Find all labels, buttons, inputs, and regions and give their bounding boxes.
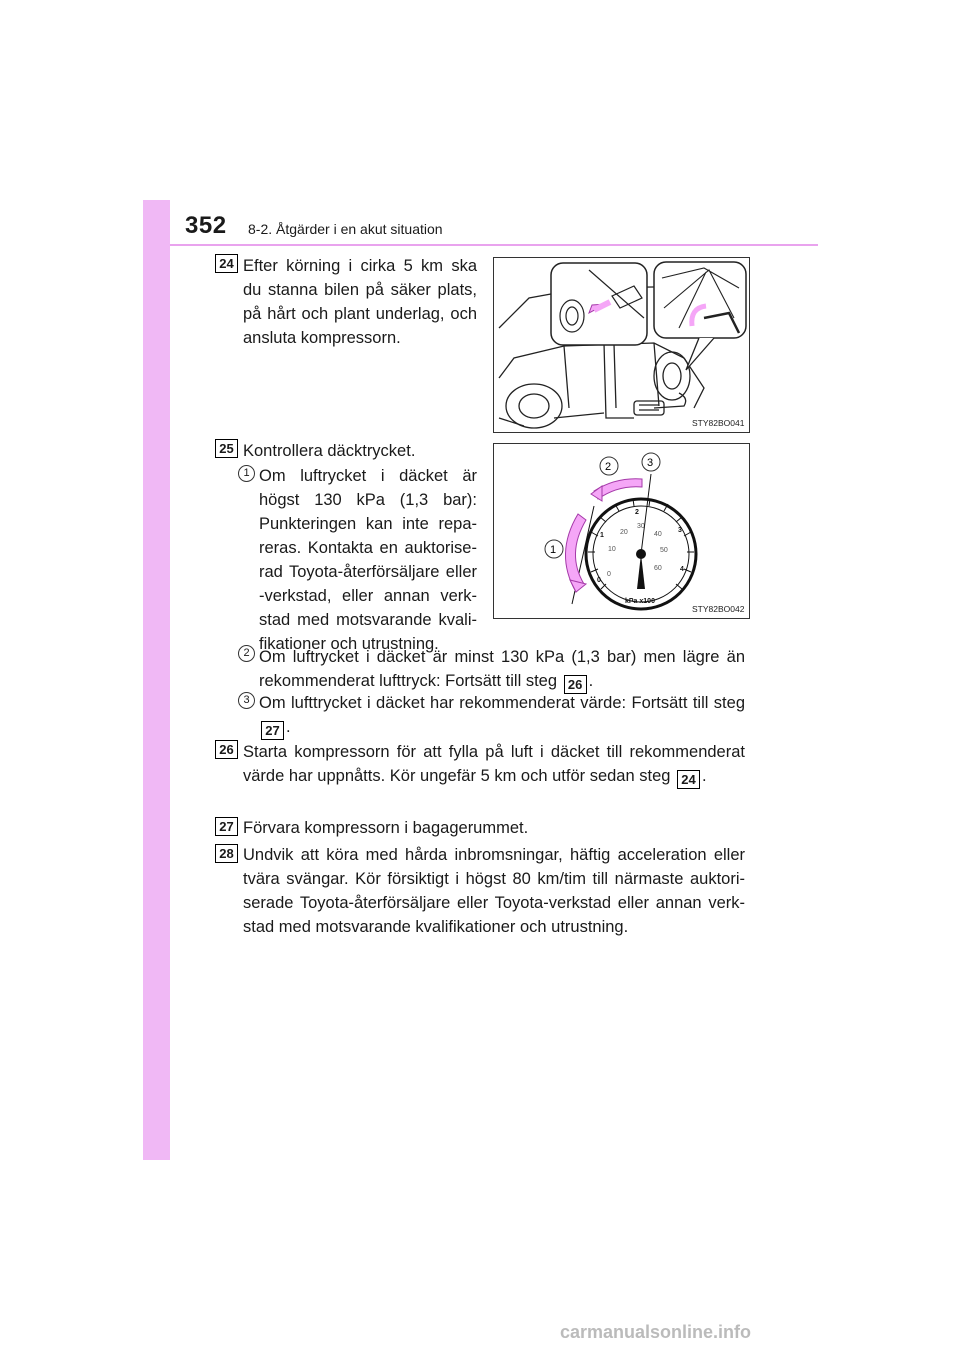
case-3-paragraph bbox=[259, 691, 745, 740]
case-marker-3: 3 bbox=[238, 692, 255, 709]
inner-scale-30: 30 bbox=[637, 523, 645, 530]
outer-scale-2: 2 bbox=[635, 509, 639, 516]
case-2-paragraph bbox=[259, 645, 745, 694]
inner-scale-0: 0 bbox=[607, 571, 611, 578]
step-badge-28: 28 bbox=[215, 844, 238, 863]
car-compressor-illustration bbox=[494, 258, 749, 432]
case-2-end: . bbox=[588, 672, 594, 690]
step-26-end: . bbox=[702, 767, 707, 785]
inner-scale-60: 60 bbox=[654, 565, 662, 572]
inner-scale-20: 20 bbox=[620, 529, 628, 536]
figure-code: STY82BO041 bbox=[692, 418, 745, 428]
inner-scale-40: 40 bbox=[654, 531, 662, 538]
callout-3: 3 bbox=[647, 457, 654, 469]
case-1-text: Om luftrycket i däcket är högst 130 kPa (1,3 bar): Punkteringen kan inte repareras. Kontakta en auktoriserad Toyota-återförsäljare eller -verkstad, eller annan verkstad med motsvarande kvalifikationer och utrustning. bbox=[259, 467, 477, 653]
gauge-unit: kPa x100 bbox=[625, 598, 655, 605]
case-marker-2: 2 bbox=[238, 645, 255, 662]
case-3-end: . bbox=[286, 718, 291, 736]
step-28-text: Undvik att köra med hårda inbromsningar, häftig acceleration eller tvära svängar. Kör försiktigt i högst 80 km/tim till närmaste auktoriserade Toyota-återförsäljare eller Toyota-verkstad eller annan verkstad med motsvarande kvalifikationer och utrustning. bbox=[243, 846, 745, 936]
section-title: 8-2. Åtgärder i en akut situation bbox=[248, 221, 443, 237]
callout-2: 2 bbox=[605, 461, 612, 473]
step-badge-26: 26 bbox=[215, 740, 238, 759]
step-badge-25: 25 bbox=[215, 439, 238, 458]
header-divider bbox=[170, 244, 818, 246]
step-27-text: Förvara kompressorn i bagagerummet. bbox=[243, 819, 529, 837]
callout-1: 1 bbox=[550, 544, 557, 556]
step-26-paragraph bbox=[243, 740, 745, 789]
outer-scale-4: 4 bbox=[680, 566, 684, 573]
step-ref-24[interactable]: 24 bbox=[677, 770, 700, 789]
case-2-text: Om luftrycket i däcket är minst 130 kPa (1,3 bar) men lägre än rekommenderat lufttryck: Fortsätt till steg bbox=[259, 648, 745, 690]
case-3-text: Om lufttrycket i däcket har rekommenderat värde: Fortsätt till steg bbox=[259, 694, 745, 712]
step-24-text: Efter körning i cirka 5 km ska du stanna bilen på säker plats, på hårt och plant underlag, och ansluta kompressorn. bbox=[243, 257, 477, 347]
figure-pressure-gauge bbox=[493, 443, 750, 619]
outer-scale-1: 1 bbox=[600, 532, 604, 539]
sidebar-tab bbox=[143, 200, 170, 1160]
page-number: 352 bbox=[185, 212, 227, 239]
step-badge-24: 24 bbox=[215, 254, 238, 273]
step-25-text: Kontrollera däcktrycket. bbox=[243, 442, 416, 460]
figure-car-compressor bbox=[493, 257, 750, 433]
watermark: carmanualsonline.info bbox=[560, 1322, 752, 1342]
inner-scale-50: 50 bbox=[660, 547, 668, 554]
step-ref-27[interactable]: 27 bbox=[261, 721, 284, 740]
pressure-gauge-illustration bbox=[494, 444, 749, 618]
inner-scale-10: 10 bbox=[608, 546, 616, 553]
case-marker-1: 1 bbox=[238, 465, 255, 482]
step-ref-26[interactable]: 26 bbox=[564, 675, 587, 694]
figure-code: STY82BO042 bbox=[692, 604, 745, 614]
outer-scale-3: 3 bbox=[678, 527, 682, 534]
outer-scale-0: 0 bbox=[597, 577, 601, 584]
step-badge-27: 27 bbox=[215, 817, 238, 836]
step-26-text: Starta kompressorn för att fylla på luft i däcket till rekommenderat värde har uppnåtts. Kör ungefär 5 km och utför sedan steg bbox=[243, 743, 745, 785]
